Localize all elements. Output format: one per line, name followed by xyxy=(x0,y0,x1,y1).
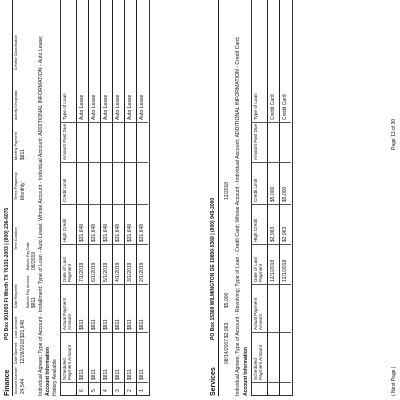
column-divider xyxy=(60,244,148,245)
meta-label: Monthly Payment xyxy=(14,132,18,160)
table-cell: Auto Lease xyxy=(115,94,121,120)
column-header: Date of Last Payment xyxy=(62,257,72,282)
column-header: Amount Past Due xyxy=(62,123,67,160)
row-index: 4 xyxy=(103,389,109,392)
row-index: 6 xyxy=(79,389,85,392)
column-header: Actual Payment Amount xyxy=(253,297,263,330)
table-cell: $31,648 xyxy=(127,223,133,242)
table-cell: $811 xyxy=(91,369,97,380)
table-cell: 2/1/2019 xyxy=(139,262,145,282)
column-divider xyxy=(251,122,291,123)
column-header: Actual Payment Amount xyxy=(62,297,72,330)
table-cell: $811 xyxy=(103,319,109,330)
table-cell: $811 xyxy=(139,369,145,380)
column-divider xyxy=(251,332,291,333)
row-divider xyxy=(88,0,89,396)
monthly-payment: $811 xyxy=(20,149,26,160)
date-opened: 12/28/2018 xyxy=(20,338,26,364)
column-header: Credit Limit xyxy=(253,178,258,202)
account-number: 24,544 xyxy=(20,378,26,394)
agreement-1: Individual Agrees; Type of Account - Installment; Type of Loan - Auto Lease; Whose Account - Individual Account; ADDITIONAL INFORMATION - Auto Lease; xyxy=(38,35,44,396)
meta-label: Loan Amount xyxy=(14,316,18,338)
row-index: 1 xyxy=(139,389,145,392)
column-header: Scheduled Payment Amount xyxy=(253,345,263,380)
history-title-2: Account Information xyxy=(243,347,249,396)
table-cell: 7/1/2019 xyxy=(79,262,85,282)
meta-label: Date Opened xyxy=(14,342,18,364)
column-header: Type of Loan xyxy=(253,93,258,120)
date-opened-2: 08/14/2007 xyxy=(224,338,230,364)
terms-frequency: Monthly xyxy=(20,182,26,200)
meta-label: Terms Frequency xyxy=(14,172,18,200)
table-cell: $5,000 xyxy=(282,186,288,202)
column-header: Type of Loan xyxy=(62,93,67,120)
balloon-amount: $811 xyxy=(31,297,37,308)
creditor-address-2: PO Box 15369 WILMINGTON DE 19850-5369 | (800) 945-2000 xyxy=(210,197,216,340)
table-cell: $31,648 xyxy=(103,223,109,242)
table-cell: $811 xyxy=(115,369,121,380)
table-cell: Auto Lease xyxy=(103,94,109,120)
row-divider xyxy=(267,0,268,396)
column-header: High Credit xyxy=(62,219,67,242)
column-divider xyxy=(60,162,148,163)
divider xyxy=(12,0,13,396)
table-cell: $31,648 xyxy=(115,223,121,242)
balloon-date: 08/2019 xyxy=(31,251,37,270)
table-cell: 3/1/2019 xyxy=(127,262,133,282)
history-sub-1: History Available xyxy=(52,359,58,396)
table-cell: 5/1/2019 xyxy=(103,262,109,282)
table-cell: Credit Card xyxy=(282,94,288,120)
column-header: Scheduled Payment Amount xyxy=(62,345,72,380)
table-cell: $811 xyxy=(91,319,97,330)
row-divider xyxy=(124,0,125,396)
credit-limit-2: $5,000 xyxy=(224,292,230,308)
agreement-2: Individual Agrees; Type of Account - Revolving; Type of Loan - Credit Card; Whose Account - Individual Account; ADDITIONAL INFORMATION - Credit Card; xyxy=(235,36,241,396)
row-divider xyxy=(112,0,113,396)
row-index: 2 xyxy=(127,389,133,392)
table-cell: 4/1/2019 xyxy=(115,262,121,282)
row-divider xyxy=(136,0,137,396)
creditor-name-2: Services xyxy=(210,367,217,396)
page-number: Page 13 of 30 xyxy=(391,118,397,150)
table-cell: $2,963 xyxy=(270,226,276,242)
creditor-address-1: PO Box 901003 Ft Worth TX 76101-2003 | (800) 236-6075 xyxy=(4,207,10,340)
table-cell: $811 xyxy=(79,369,85,380)
column-divider xyxy=(60,284,148,285)
table-cell: Auto Lease xyxy=(91,94,97,120)
table-cell: $31,648 xyxy=(91,223,97,242)
column-divider xyxy=(251,162,291,163)
column-header: High Credit xyxy=(253,219,258,242)
table-cell: $811 xyxy=(79,319,85,330)
column-divider xyxy=(60,382,148,383)
meta-label: Balloon Pay Amount xyxy=(26,275,30,308)
history-title-1: Account Information xyxy=(45,347,51,396)
table-cell: 12/1/2018 xyxy=(282,259,288,282)
table-cell: $811 xyxy=(127,369,133,380)
column-header: Amount Past Due xyxy=(253,123,258,160)
row-divider xyxy=(100,0,101,396)
column-header: Credit Limit xyxy=(62,178,67,202)
loan-amount: $31,648 xyxy=(20,319,26,338)
column-divider xyxy=(60,332,148,333)
table-cell: $811 xyxy=(127,319,133,330)
table-cell: Credit Card xyxy=(270,94,276,120)
meta-label: Account Number xyxy=(14,367,18,394)
table-cell: $811 xyxy=(103,369,109,380)
loan-amount-2: $2,963 xyxy=(224,322,230,338)
table-cell: $5,000 xyxy=(270,186,276,202)
table-cell: Auto Lease xyxy=(139,94,145,120)
column-divider xyxy=(251,244,291,245)
row-index: 3 xyxy=(115,389,121,392)
meta-label: Term Duration xyxy=(14,227,18,250)
next-page-link[interactable]: ( Next Page ) xyxy=(391,366,397,396)
row-divider xyxy=(279,0,280,396)
meta-label: Balloon Pay Date xyxy=(26,242,30,270)
table-cell: $811 xyxy=(139,319,145,330)
date-reported-2: 12/2018 xyxy=(224,181,230,200)
column-divider xyxy=(251,204,291,205)
column-divider xyxy=(251,382,291,383)
table-cell: Auto Lease xyxy=(79,94,85,120)
table-cell: Auto Lease xyxy=(127,94,133,120)
creditor-name-1: Finance xyxy=(4,369,11,396)
divider xyxy=(218,0,219,396)
meta-label: Date Reported xyxy=(14,284,18,308)
table-cell: $811 xyxy=(115,319,121,330)
table-cell: 12/1/2018 xyxy=(270,259,276,282)
column-header: Date of Last Payment xyxy=(253,257,263,282)
column-divider xyxy=(60,122,148,123)
meta-label: Creditor Classification xyxy=(14,35,18,70)
column-divider xyxy=(251,284,291,285)
column-divider xyxy=(60,204,148,205)
table-cell: $31,648 xyxy=(79,223,85,242)
row-index: 5 xyxy=(91,389,97,392)
table-cell: $31,648 xyxy=(139,223,145,242)
table-cell: 6/1/2019 xyxy=(91,262,97,282)
table-cell: $2,963 xyxy=(282,226,288,242)
meta-label: Activity Designator xyxy=(14,90,18,120)
row-divider xyxy=(76,0,77,396)
